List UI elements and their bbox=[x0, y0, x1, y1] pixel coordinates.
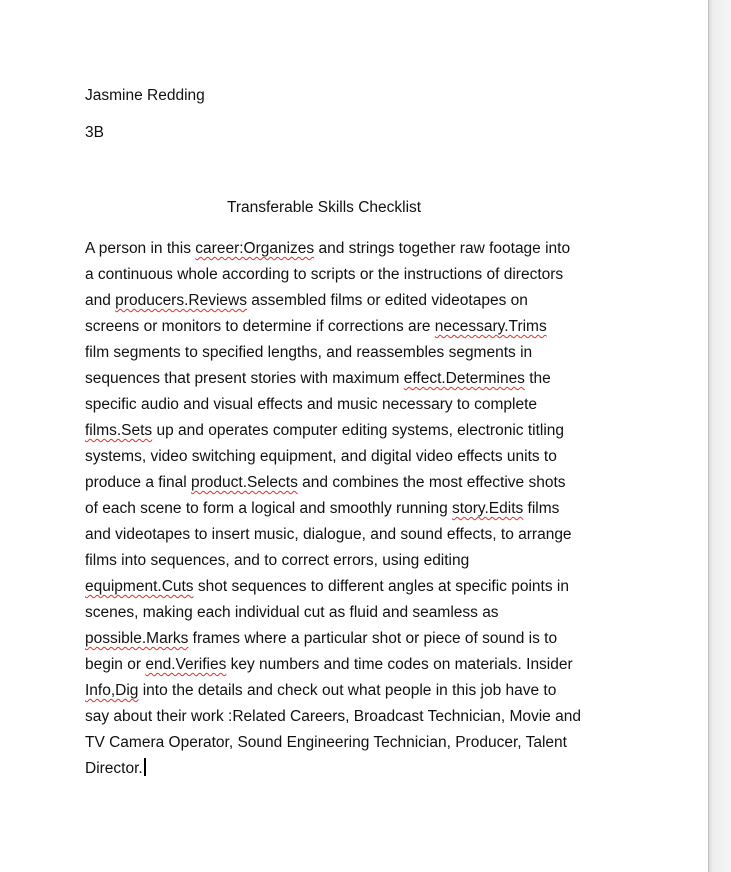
body-line bbox=[85, 522, 630, 548]
body-line bbox=[85, 730, 630, 756]
text-run: sequences that present stories with maximum bbox=[85, 370, 404, 387]
text-run: A person in this bbox=[85, 240, 196, 257]
text-run: the bbox=[524, 370, 551, 387]
body-paragraph[interactable] bbox=[85, 236, 630, 782]
window-edge bbox=[709, 0, 731, 872]
text-run: scenes, making each individual cut as fluid and seamless as bbox=[85, 604, 499, 621]
text-cursor bbox=[144, 758, 146, 776]
author-name: Jasmine Redding bbox=[85, 87, 205, 104]
text-run: a continuous whole according to scripts or the instructions of directors bbox=[85, 266, 564, 283]
text-run: and bbox=[85, 292, 116, 309]
body-line bbox=[85, 548, 630, 574]
body-line bbox=[85, 366, 630, 392]
misspelled-word: story.Edits bbox=[452, 500, 524, 517]
text-run: frames where a particular shot or piece of sound is to bbox=[188, 630, 558, 647]
body-line bbox=[85, 496, 630, 522]
body-line bbox=[85, 418, 630, 444]
body-line bbox=[85, 288, 630, 314]
body-line bbox=[85, 652, 630, 678]
text-run: systems, video switching equipment, and digital video effects units to bbox=[85, 448, 557, 465]
text-run: TV Camera Operator, Sound Engineering Technician, Producer, Talent bbox=[85, 734, 567, 751]
text-run: film segments to specified lengths, and reassembles segments in bbox=[85, 344, 533, 361]
text-run: produce a final bbox=[85, 474, 191, 491]
body-line bbox=[85, 262, 630, 288]
body-line bbox=[85, 574, 630, 600]
text-run: and videotapes to insert music, dialogue, and sound effects, to arrange bbox=[85, 526, 572, 543]
body-line bbox=[85, 756, 630, 782]
misspelled-word: films.Sets bbox=[85, 422, 153, 439]
body-line bbox=[85, 600, 630, 626]
text-run: Director. bbox=[85, 760, 143, 777]
text-run: assembled films or edited videotapes on bbox=[246, 292, 528, 309]
text-run: shot sequences to different angles at specific points in bbox=[193, 578, 569, 595]
text-run: screens or monitors to determine if corrections are bbox=[85, 318, 435, 335]
body-line bbox=[85, 470, 630, 496]
misspelled-word: producers.Reviews bbox=[115, 292, 247, 309]
text-run: films bbox=[523, 500, 560, 517]
misspelled-word: end.Verifies bbox=[145, 656, 227, 673]
text-run: key numbers and time codes on materials. Insider bbox=[226, 656, 573, 673]
body-line bbox=[85, 392, 630, 418]
document-title: Transferable Skills Checklist bbox=[227, 199, 422, 216]
text-run: and combines the most effective shots bbox=[297, 474, 566, 491]
misspelled-word: effect.Determines bbox=[403, 370, 525, 387]
misspelled-word: equipment.Cuts bbox=[85, 578, 194, 595]
body-line bbox=[85, 340, 630, 366]
body-line bbox=[85, 314, 630, 340]
body-line bbox=[85, 236, 630, 262]
text-run: specific audio and visual effects and music necessary to complete bbox=[85, 396, 538, 413]
text-run: begin or bbox=[85, 656, 146, 673]
misspelled-word: career:Organizes bbox=[195, 240, 315, 257]
misspelled-word: product.Selects bbox=[191, 474, 298, 491]
body-line bbox=[85, 626, 630, 652]
body-line bbox=[85, 444, 630, 470]
text-run: into the details and check out what people in this job have to bbox=[138, 682, 557, 699]
misspelled-word: possible.Marks bbox=[85, 630, 189, 647]
text-run: films into sequences, and to correct errors, using editing bbox=[85, 552, 470, 569]
misspelled-word: necessary.Trims bbox=[434, 318, 547, 335]
text-run: of each scene to form a logical and smoothly running bbox=[85, 500, 453, 517]
body-line bbox=[85, 678, 630, 704]
text-run: say about their work :Related Careers, Broadcast Technician, Movie and bbox=[85, 708, 581, 725]
body-line bbox=[85, 704, 630, 730]
text-run: and strings together raw footage into bbox=[314, 240, 571, 257]
class-label: 3B bbox=[85, 124, 104, 141]
misspelled-word: Info,Dig bbox=[85, 682, 139, 699]
text-run: up and operates computer editing systems, electronic titling bbox=[152, 422, 565, 439]
